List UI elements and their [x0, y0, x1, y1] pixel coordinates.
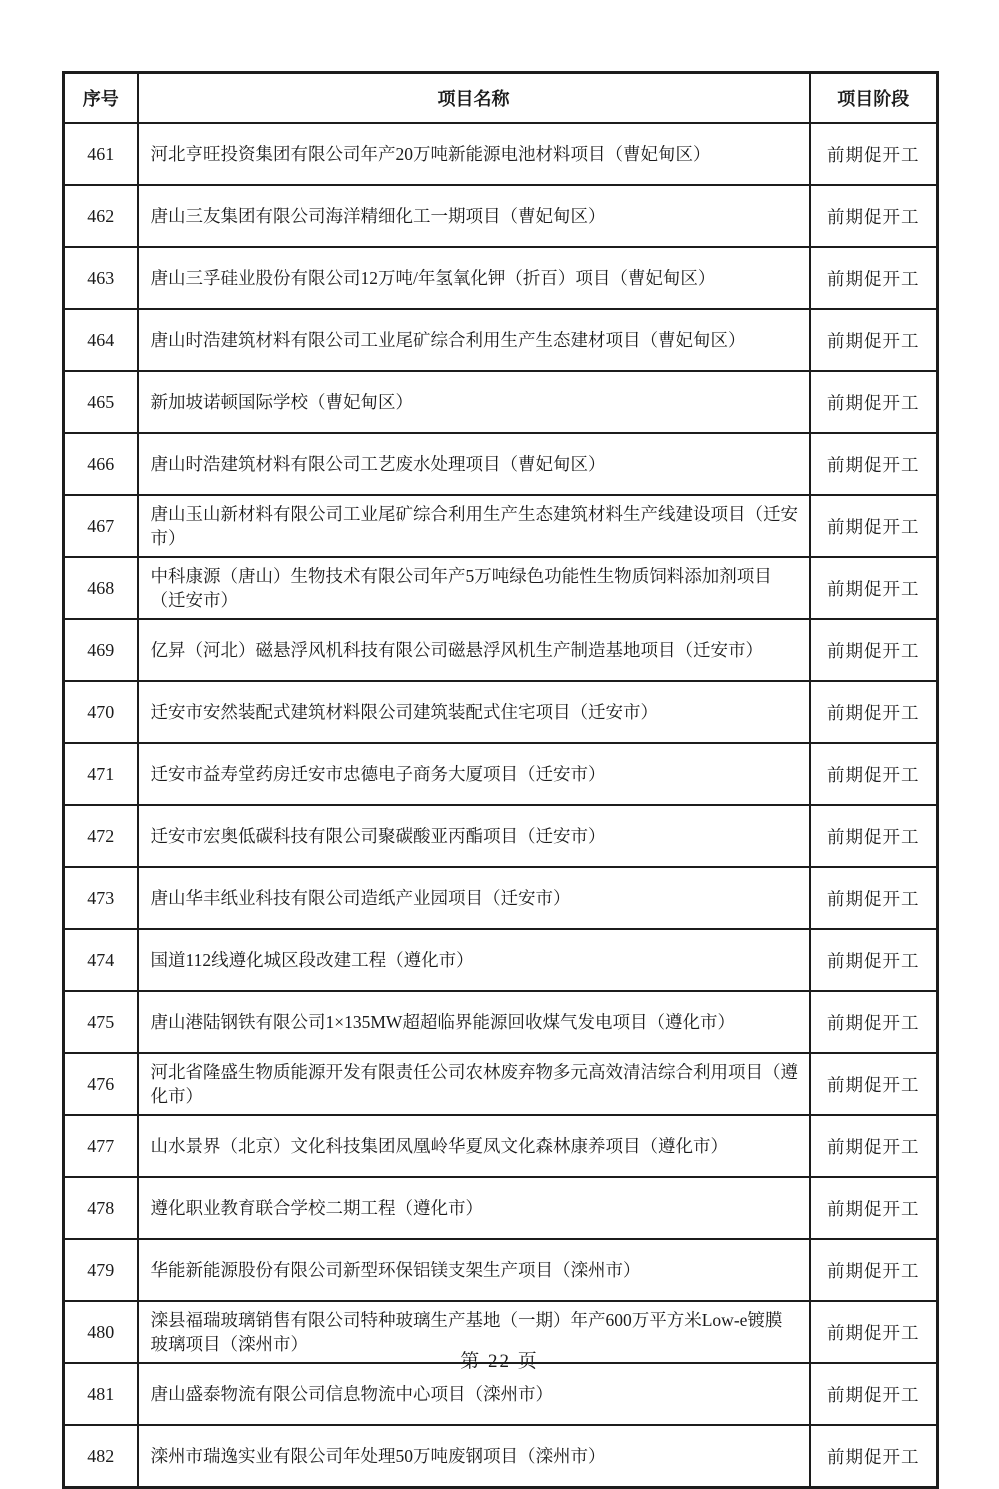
project-stage: 前期促开工 — [810, 309, 938, 371]
row-index: 480 — [64, 1301, 138, 1363]
project-stage: 前期促开工 — [810, 1053, 938, 1115]
table-row — [64, 557, 938, 619]
table-row — [64, 867, 938, 929]
table-row — [64, 1053, 938, 1115]
table-row — [64, 1177, 938, 1239]
row-index: 479 — [64, 1239, 138, 1301]
project-stage: 前期促开工 — [810, 1115, 938, 1177]
project-name: 河北亨旺投资集团有限公司年产20万吨新能源电池材料项目（曹妃甸区） — [138, 123, 810, 185]
project-name: 唐山三孚硅业股份有限公司12万吨/年氢氧化钾（折百）项目（曹妃甸区） — [138, 247, 810, 309]
row-index: 469 — [64, 619, 138, 681]
project-name: 迁安市益寿堂药房迁安市忠德电子商务大厦项目（迁安市） — [138, 743, 810, 805]
row-index: 474 — [64, 929, 138, 991]
project-stage: 前期促开工 — [810, 1239, 938, 1301]
project-name: 亿昇（河北）磁悬浮风机科技有限公司磁悬浮风机生产制造基地项目（迁安市） — [138, 619, 810, 681]
project-stage: 前期促开工 — [810, 371, 938, 433]
project-stage: 前期促开工 — [810, 123, 938, 185]
table-row — [64, 929, 938, 991]
project-stage: 前期促开工 — [810, 1301, 938, 1363]
table-row — [64, 1239, 938, 1301]
table-row — [64, 991, 938, 1053]
project-name: 唐山时浩建筑材料有限公司工艺废水处理项目（曹妃甸区） — [138, 433, 810, 495]
row-index: 471 — [64, 743, 138, 805]
project-name: 唐山时浩建筑材料有限公司工业尾矿综合利用生产生态建材项目（曹妃甸区） — [138, 309, 810, 371]
project-name: 迁安市安然装配式建筑材料限公司建筑装配式住宅项目（迁安市） — [138, 681, 810, 743]
project-name: 华能新能源股份有限公司新型环保铝镁支架生产项目（滦州市） — [138, 1239, 810, 1301]
row-index: 468 — [64, 557, 138, 619]
table-row — [64, 1115, 938, 1177]
project-stage: 前期促开工 — [810, 681, 938, 743]
project-name: 唐山港陆钢铁有限公司1×135MW超超临界能源回收煤气发电项目（遵化市） — [138, 991, 810, 1053]
project-stage: 前期促开工 — [810, 1177, 938, 1239]
project-name: 唐山三友集团有限公司海洋精细化工一期项目（曹妃甸区） — [138, 185, 810, 247]
header-row — [64, 73, 938, 124]
project-name: 山水景界（北京）文化科技集团凤凰岭华夏凤文化森林康养项目（遵化市） — [138, 1115, 810, 1177]
project-stage: 前期促开工 — [810, 867, 938, 929]
project-table — [62, 71, 939, 1489]
page-number: 第 22 页 — [460, 1351, 539, 1372]
table-header — [64, 73, 938, 124]
row-index: 470 — [64, 681, 138, 743]
col-header-index: 序号 — [64, 73, 138, 124]
row-index: 475 — [64, 991, 138, 1053]
row-index: 482 — [64, 1425, 138, 1488]
row-index: 465 — [64, 371, 138, 433]
row-index: 462 — [64, 185, 138, 247]
project-name: 滦县福瑞玻璃销售有限公司特种玻璃生产基地（一期）年产600万平方米Low-e镀膜玻璃项目（滦州市） — [138, 1301, 810, 1363]
row-index: 461 — [64, 123, 138, 185]
project-stage: 前期促开工 — [810, 619, 938, 681]
col-header-project-stage: 项目阶段 — [810, 73, 938, 124]
row-index: 472 — [64, 805, 138, 867]
project-name: 新加坡诺顿国际学校（曹妃甸区） — [138, 371, 810, 433]
project-name: 唐山盛泰物流有限公司信息物流中心项目（滦州市） — [138, 1363, 810, 1425]
project-stage: 前期促开工 — [810, 247, 938, 309]
project-name: 河北省隆盛生物质能源开发有限责任公司农林废弃物多元高效清洁综合利用项目（遵化市） — [138, 1053, 810, 1115]
row-index: 467 — [64, 495, 138, 557]
project-stage: 前期促开工 — [810, 1363, 938, 1425]
project-name: 遵化职业教育联合学校二期工程（遵化市） — [138, 1177, 810, 1239]
project-stage: 前期促开工 — [810, 743, 938, 805]
project-stage: 前期促开工 — [810, 929, 938, 991]
table-row — [64, 805, 938, 867]
row-index: 477 — [64, 1115, 138, 1177]
project-name: 中科康源（唐山）生物技术有限公司年产5万吨绿色功能性生物质饲料添加剂项目（迁安市） — [138, 557, 810, 619]
table-row — [64, 495, 938, 557]
row-index: 466 — [64, 433, 138, 495]
project-name: 唐山华丰纸业科技有限公司造纸产业园项目（迁安市） — [138, 867, 810, 929]
table-row — [64, 433, 938, 495]
table-row — [64, 123, 938, 185]
project-stage: 前期促开工 — [810, 805, 938, 867]
table-row — [64, 309, 938, 371]
project-name: 国道112线遵化城区段改建工程（遵化市） — [138, 929, 810, 991]
row-index: 473 — [64, 867, 138, 929]
row-index: 464 — [64, 309, 138, 371]
project-stage: 前期促开工 — [810, 1425, 938, 1488]
project-stage: 前期促开工 — [810, 557, 938, 619]
table-row — [64, 247, 938, 309]
row-index: 463 — [64, 247, 138, 309]
project-name: 滦州市瑞逸实业有限公司年处理50万吨废钢项目（滦州市） — [138, 1425, 810, 1488]
project-stage: 前期促开工 — [810, 991, 938, 1053]
col-header-project-name: 项目名称 — [138, 73, 810, 124]
table-row — [64, 743, 938, 805]
row-index: 476 — [64, 1053, 138, 1115]
project-name: 迁安市宏奥低碳科技有限公司聚碳酸亚丙酯项目（迁安市） — [138, 805, 810, 867]
project-name: 唐山玉山新材料有限公司工业尾矿综合利用生产生态建筑材料生产线建设项目（迁安市） — [138, 495, 810, 557]
table-row — [64, 371, 938, 433]
project-stage: 前期促开工 — [810, 185, 938, 247]
table-row — [64, 619, 938, 681]
table-body — [64, 123, 938, 1488]
table-row — [64, 185, 938, 247]
row-index: 478 — [64, 1177, 138, 1239]
table-row — [64, 681, 938, 743]
row-index: 481 — [64, 1363, 138, 1425]
project-stage: 前期促开工 — [810, 495, 938, 557]
project-stage: 前期促开工 — [810, 433, 938, 495]
table-row — [64, 1425, 938, 1488]
